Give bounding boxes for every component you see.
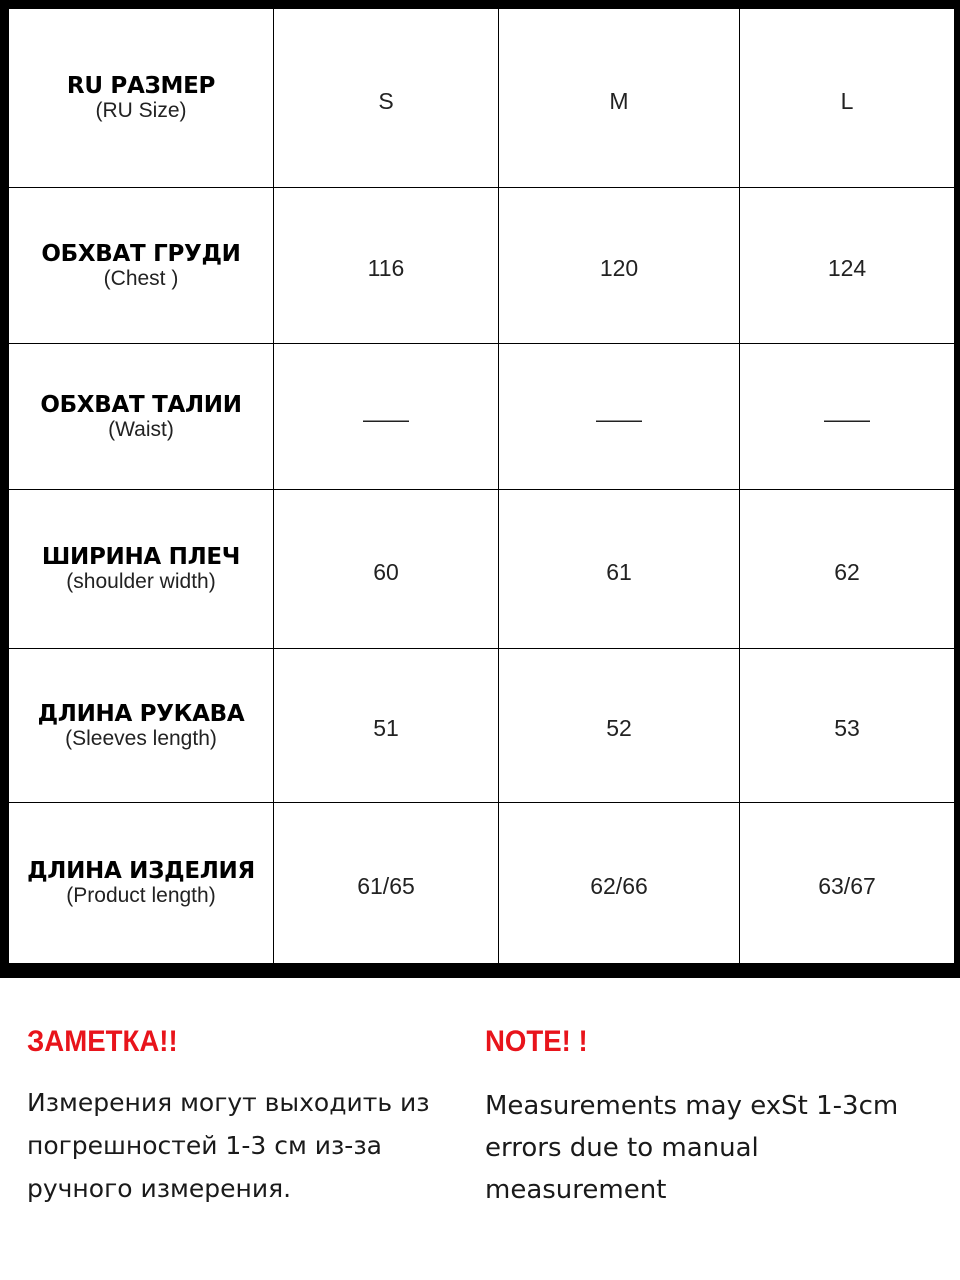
shoulder-m-value: 61: [499, 490, 739, 648]
row-label-ru: ДЛИНА ИЗДЕЛИЯ: [27, 858, 255, 884]
header-label-ru: RU РАЗМЕР: [66, 73, 216, 99]
note-ru-body: Измерения могут выходить из погрешностей 1-3 см из-за ручного измерения.: [27, 1088, 430, 1203]
row-label-chest: [9, 188, 273, 343]
chest-l-value: 124: [740, 188, 954, 343]
chest-m-value: 120: [499, 188, 739, 343]
row-label-sleeves: [9, 649, 273, 802]
row-label-en: (Waist): [108, 417, 174, 441]
length-l-value: 63/67: [740, 803, 954, 963]
note-en-body: Measurements may exSt 1-3cm errors due to manual measurement: [485, 1091, 899, 1205]
row-label-shoulder: [9, 490, 273, 648]
size-header-l: L: [740, 9, 954, 187]
row-label-waist: [9, 344, 273, 489]
row-label-en: (Sleeves length): [65, 726, 217, 750]
waist-s-value: ——: [274, 344, 498, 489]
size-header-s: S: [274, 9, 498, 187]
row-label-ru: ОБХВАТ ТАЛИИ: [40, 391, 242, 418]
note-en: [485, 1025, 945, 1211]
note-en-title: NOTE! !: [485, 1025, 588, 1058]
length-m-value: 62/66: [499, 803, 739, 963]
row-label-en: (Chest ): [103, 266, 179, 290]
size-chart-table: [8, 8, 954, 966]
sleeves-s-value: 51: [274, 649, 498, 802]
row-label-ru: ДЛИНА РУКАВА: [37, 700, 245, 727]
sleeves-m-value: 52: [499, 649, 739, 802]
row-label-ru: ОБХВАТ ГРУДИ: [41, 240, 241, 267]
length-s-value: 61/65: [274, 803, 498, 963]
row-label-en: (shoulder width): [66, 570, 216, 593]
row-label-ru: ШИРИНА ПЛЕЧ: [41, 544, 241, 570]
chest-s-value: 116: [274, 188, 498, 343]
header-label-cell: [9, 9, 273, 187]
note-ru-title: ЗАМЕТКА!!: [27, 1025, 178, 1058]
note-ru: [27, 1025, 447, 1210]
notes-section: [0, 1000, 960, 1260]
waist-m-value: ——: [499, 344, 739, 489]
size-header-m: M: [499, 9, 739, 187]
sleeves-l-value: 53: [740, 649, 954, 802]
shoulder-s-value: 60: [274, 490, 498, 648]
header-label-en: (RU Size): [95, 99, 187, 122]
row-label-en: (Product length): [66, 884, 216, 907]
waist-l-value: ——: [740, 344, 954, 489]
shoulder-l-value: 62: [740, 490, 954, 648]
row-label-length: [9, 803, 273, 963]
